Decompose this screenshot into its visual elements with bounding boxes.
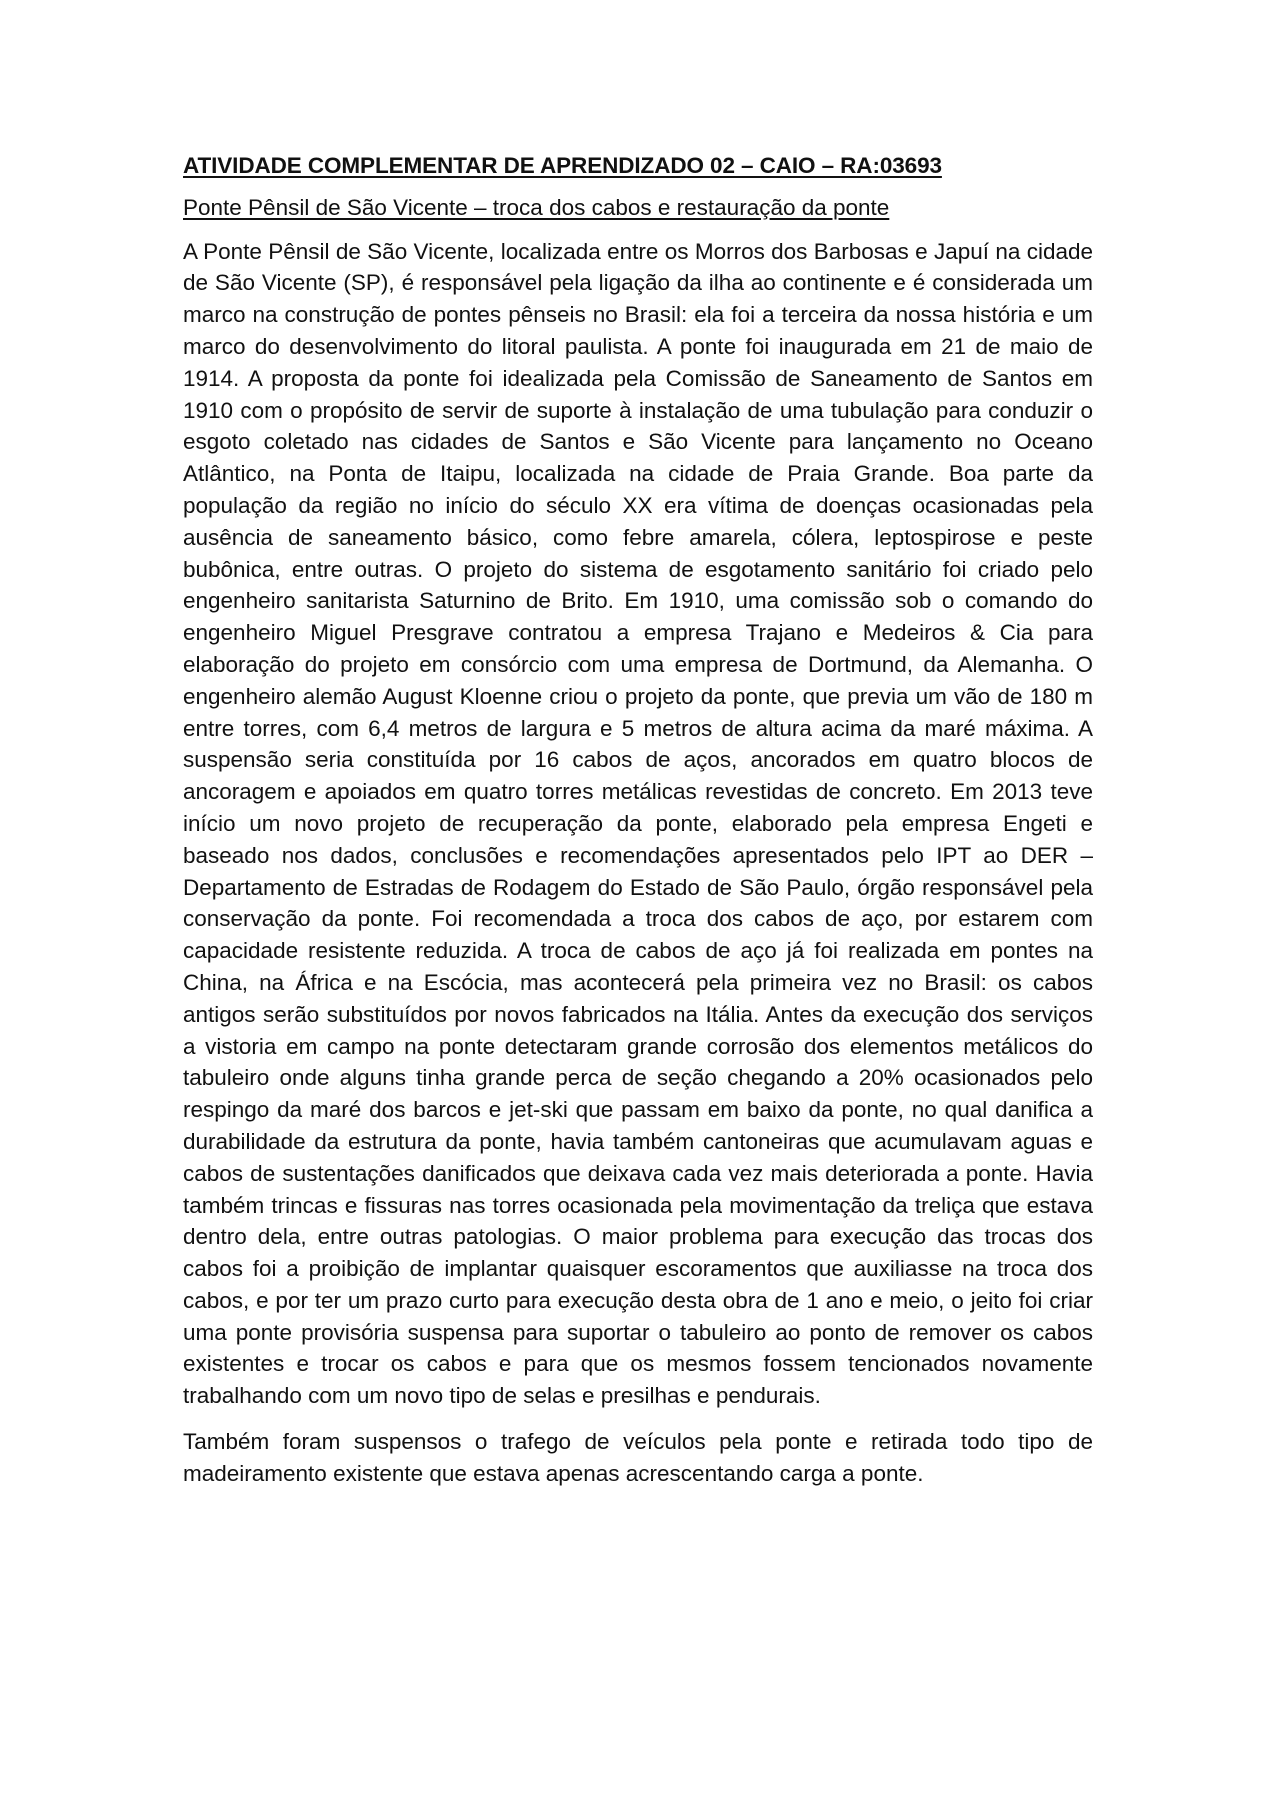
paragraph-main: A Ponte Pênsil de São Vicente, localizada entre os Morros dos Barbosas e Japuí na cidade de São Vicente (SP), é responsável pela ligação da ilha ao continente e é considerada um marco na construção de pontes pênseis no Brasil: ela foi a terceira da nossa história e um marco do desenvolvimento do litoral paulista. A ponte foi inaugurada em 21 de maio de 1914. A proposta da ponte foi idealizada pela Comissão de Saneamento de Santos em 1910 com o propósito de servir de suporte à instalação de uma tubulação para conduzir o esgoto coletado nas cidades de Santos e São Vicente para lançamento no Oceano Atlântico, na Ponta de Itaipu, localizada na cidade de Praia Grande. Boa parte da população da região no início do século XX era vítima de doenças ocasionadas pela ausência de saneamento básico, como febre amarela, cólera, leptospirose e peste bubônica, entre outras. O projeto do sistema de esgotamento sanitário foi criado pelo engenheiro sanitarista Saturnino de Brito. Em 1910, uma comissão sob o comando do engenheiro Miguel Presgrave contratou a empresa Trajano e Medeiros & Cia para elaboração do projeto em consórcio com uma empresa de Dortmund, da Alemanha. O engenheiro alemão August Kloenne criou o projeto da ponte, que previa um vão de 180 m entre torres, com 6,4 metros de largura e 5 metros de altura acima da maré máxima. A suspensão seria constituída por 16 cabos de aços, ancorados em quatro blocos de ancoragem e apoiados em quatro torres metálicas revestidas de concreto. Em 2013 teve início um novo projeto de recuperação da ponte, elaborado pela empresa Engeti e baseado nos dados, conclusões e recomendações apresentados pelo IPT ao DER – Departamento de Estradas de Rodagem do Estado de São Paulo, órgão responsável pela conservação da ponte. Foi recomendada a troca dos cabos de aço, por estarem com capacidade resistente reduzida. A troca de cabos de aço já foi realizada em pontes na China, na África e na Escócia, mas acontecerá pela primeira vez no Brasil: os cabos antigos serão substituídos por novos fabricados na Itália. Antes da execução dos serviços a vistoria em campo na ponte detectaram grande corrosão dos elementos metálicos do tabuleiro onde alguns tinha grande perca de seção chegando a 20% ocasionados pelo respingo da maré dos barcos e jet-ski que passam em baixo da ponte, no qual danifica a durabilidade da estrutura da ponte, havia também cantoneiras que acumulavam aguas e cabos de sustentações danificados que deixava cada vez mais deteriorada a ponte. Havia também trincas e fissuras nas torres ocasionada pela movimentação da treliça que estava dentro dela, entre outras patologias. O maior problema para execução das trocas dos cabos foi a proibição de implantar quaisquer escoramentos que auxiliasse na troca dos cabos, e por ter um prazo curto para execução desta obra de 1 ano e meio, o jeito foi criar uma ponte provisória suspensa para suportar o tabuleiro ao ponto de remover os cabos existentes e trocar os cabos e para que os mesmos fossem tencionados novamente trabalhando com um novo tipo de selas e presilhas e pendurais. xyxy=(183,238,1093,1409)
document-subtitle: Ponte Pênsil de São Vicente – troca dos cabos e restauração da ponte xyxy=(183,194,890,220)
document-body xyxy=(183,150,1093,1504)
document-title: ATIVIDADE COMPLEMENTAR DE APRENDIZADO 02 – CAIO – RA:03693 xyxy=(183,153,942,178)
paragraph-closing: Também foram suspensos o trafego de veículos pela ponte e retirada todo tipo de madeiramento existente que estava apenas acrescentando carga a ponte. xyxy=(183,1429,1093,1486)
